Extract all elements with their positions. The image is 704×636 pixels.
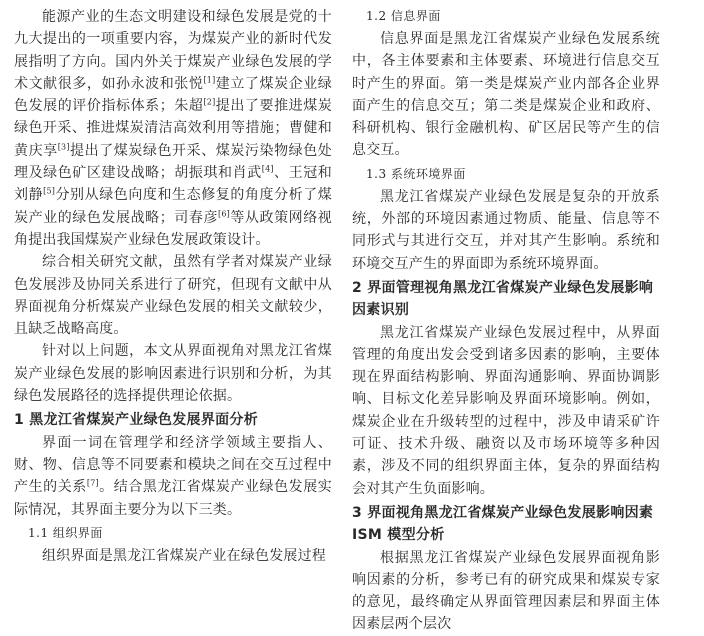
- citation-ref: [2]: [203, 97, 216, 107]
- section-heading-3: 3 界面视角黑龙江省煤炭产业绿色发展影响因素 ISM 模型分析: [352, 504, 654, 544]
- subsection-heading-1-1: 1.1 组织界面: [28, 525, 103, 540]
- citation-ref: [5]: [43, 186, 56, 196]
- citation-ref: [4]: [261, 164, 274, 174]
- subsection-heading-1-3: 1.3 系统环境界面: [366, 166, 466, 181]
- citation-ref: [1]: [203, 75, 216, 85]
- right-column: [352, 6, 660, 636]
- factor-identification-paragraph: 黑龙江省煤炭产业绿色发展过程中，从界面管理的角度出发会受到诸多因素的影响，主要体现在界面结构影响、界面沟通影响、界面协调影响、目标文化差异影响及界面环境影响。例如，煤炭企业在升级转型的过程中，涉及申请采矿许可证、技术升级、融资以及市场环境等多种因素，涉及不同的组织界面主体，复杂的界面结构会对其产生负面影响。: [352, 324, 660, 497]
- section-heading-2: 2 界面管理视角黑龙江省煤炭产业绿色发展影响因素识别: [352, 279, 654, 319]
- information-interface-paragraph: 信息界面是黑龙江省煤炭产业绿色发展系统中，各主体要素和主体要素、环境进行信息交互时产生的界面。第一类是煤炭产业内部各企业界面产生的信息交互；第二类是煤炭企业和政府、科研机构、银行金融机构、矿区居民等产生的信息交互。: [352, 31, 660, 159]
- organization-interface-paragraph: 组织界面是黑龙江省煤炭产业在绿色发展过程: [42, 547, 326, 564]
- intro-paragraph: 能源产业的生态文明建设和绿色发展是党的十九大提出的一项重要内容，为煤炭产业的新时代发展指明了方向。国内外关于煤炭产业绿色发展的学术文献很多，如孙永波和张悦[1]建立了煤炭企业绿色发展的评价指标体系；朱超[2]提出了要推进煤炭绿色开采、推进煤炭清洁高效利用等措施；曹健和黄庆享[3]提出了煤炭绿色开采、煤炭污染物绿色处理及绿色矿区建设战略；胡振琪和肖武[4]、王冠和刘静[5]分别从绿色向度和生态修复的角度分析了煤炭产业的绿色发展战略；司春彦[6]等从政策网络视角提出我国煤炭产业绿色发展政策设计。: [14, 9, 332, 248]
- ism-analysis-paragraph: 根据黑龙江省煤炭产业绿色发展界面视角影响因素的分析，参考已有的研究成果和煤炭专家的意见，最终确定从界面管理因素层和界面主体因素层两个层次: [352, 549, 660, 633]
- subsection-heading-1-2: 1.2 信息界面: [366, 9, 441, 23]
- left-column: [14, 6, 332, 567]
- purpose-paragraph: 针对以上问题，本文从界面视角对黑龙江省煤炭产业绿色发展的影响因素进行识别和分析，为其绿色发展路径的选择提供理论依据。: [14, 343, 332, 405]
- review-summary-paragraph: 综合相关研究文献，虽然有学者对煤炭产业绿色发展涉及协同关系进行了研究，但现有文献中从界面视角分析煤炭产业绿色发展的相关文献较少，且缺乏战略高度。: [14, 254, 332, 338]
- citation-ref: [3]: [57, 142, 70, 152]
- citation-ref: [6]: [218, 209, 230, 219]
- interface-definition-paragraph: 界面一词在管理学和经济学领域主要指人、财、物、信息等不同要素和模块之间在交互过程中产生的关系[7]。结合黑龙江省煤炭产业绿色发展实际情况，其界面主要分为以下三类。: [14, 434, 332, 518]
- citation-ref: [7]: [86, 478, 99, 488]
- section-heading-1: 1 黑龙江省煤炭产业绿色发展界面分析: [14, 412, 259, 429]
- environment-interface-paragraph: 黑龙江省煤炭产业绿色发展是复杂的开放系统，外部的环境因素通过物质、能量、信息等不同形式与其进行交互，并对其产生影响。系统和环境交互产生的界面即为系统环境界面。: [352, 188, 660, 272]
